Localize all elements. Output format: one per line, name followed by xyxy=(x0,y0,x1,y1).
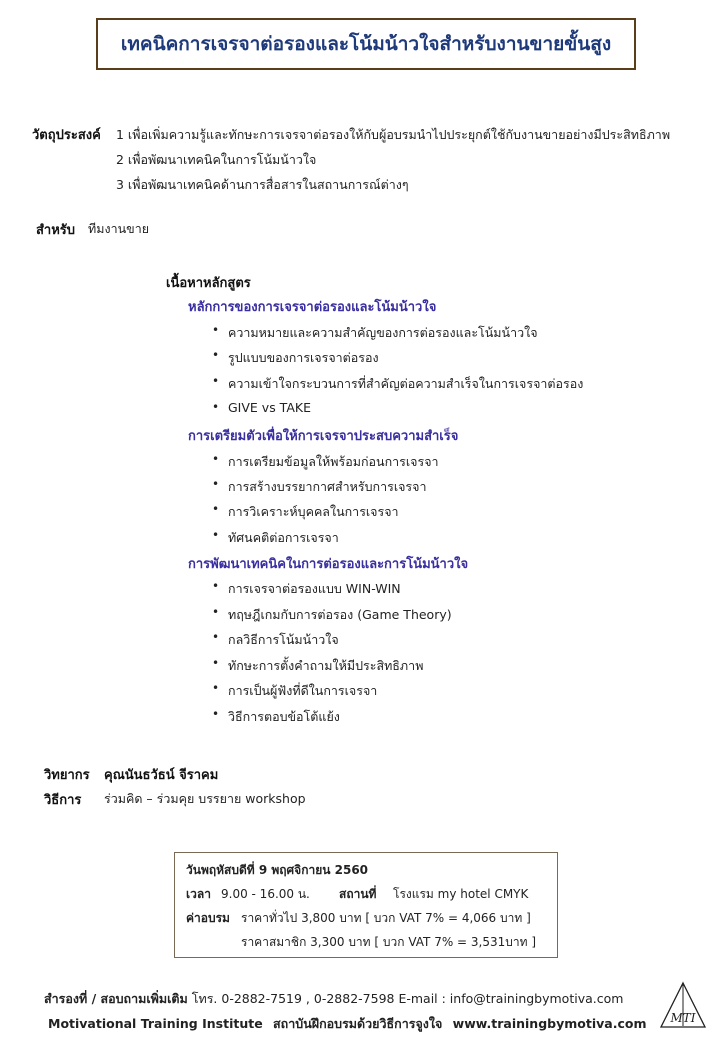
org-name-th: สถาบันฝึกอบรมด้วยวิธีการจูงใจ xyxy=(273,1016,443,1031)
list-item: • วิธีการตอบข้อโต้แย้ง xyxy=(228,707,340,727)
content-heading: เนื้อหาหลักสูตร xyxy=(166,276,251,291)
speaker-value: คุณนันธวัธน์ จีราคม xyxy=(104,768,219,783)
venue-value: โรงแรม my hotel CMYK xyxy=(393,887,529,901)
objective-item: 3 เพื่อพัฒนาเทคนิคด้านการสื่อสารในสถานการณ์ต่างๆ xyxy=(116,177,409,192)
method-label: วิธีการ xyxy=(44,793,82,808)
title-box xyxy=(96,18,636,70)
speaker-label: วิทยากร xyxy=(44,768,90,783)
list-item: • รูปแบบของการเจรจาต่อรอง xyxy=(228,348,379,368)
list-item: • การเป็นผู้ฟังที่ดีในการเจรจา xyxy=(228,681,377,701)
org-name-en: Motivational Training Institute xyxy=(48,1016,263,1031)
organization-line xyxy=(48,1014,646,1034)
logo-text: MTI xyxy=(670,1011,696,1025)
section-title: การเตรียมตัวเพื่อให้การเจรจาประสบความสำเร็จ xyxy=(188,429,459,444)
fee-general: ราคาทั่วไป 3,800 บาท [ บวก VAT 7% = 4,066 บาท ] xyxy=(241,911,531,925)
contact-value: โทร. 0-2882-7519 , 0-2882-7598 E-mail : info@trainingbymotiva.com xyxy=(191,991,624,1006)
method-value: ร่วมคิด – ร่วมคุย บรรยาย workshop xyxy=(104,791,306,806)
list-item: • ทัศนคติต่อการเจรจา xyxy=(228,528,339,548)
list-item: • การสร้างบรรยากาศสำหรับการเจรจา xyxy=(228,477,427,497)
objective-item: 2 เพื่อพัฒนาเทคนิคในการโน้มน้าวใจ xyxy=(116,152,317,167)
audience-value: ทีมงานขาย xyxy=(88,221,150,236)
list-item: • GIVE vs TAKE xyxy=(228,400,311,415)
page-title: เทคนิคการเจรจาต่อรองและโน้มน้าวใจสำหรับงานขายขั้นสูง xyxy=(120,33,612,55)
event-info-box xyxy=(174,852,558,958)
list-item: • ทักษะการตั้งคำถามให้มีประสิทธิภาพ xyxy=(228,656,423,676)
section-title: การพัฒนาเทคนิคในการต่อรองและการโน้มน้าวใจ xyxy=(188,557,469,572)
list-item: • ความเข้าใจกระบวนการที่สำคัญต่อความสำเร็จในการเจรจาต่อรอง xyxy=(228,374,583,394)
fee-label: ค่าอบรม xyxy=(186,911,230,925)
list-item: • ทฤษฎีเกมกับการต่อรอง (Game Theory) xyxy=(228,605,452,625)
contact-line xyxy=(44,989,623,1009)
section-title: หลักการของการเจรจาต่อรองและโน้มน้าวใจ xyxy=(188,300,437,315)
time-value: 9.00 - 16.00 น. xyxy=(221,887,310,901)
objectives-label: วัตถุประสงค์ xyxy=(32,128,101,143)
event-date: วันพฤหัสบดีที่ 9 พฤศจิกายน 2560 xyxy=(186,863,369,877)
objective-item: 1 เพื่อเพิ่มความรู้และทักษะการเจรจาต่อรองให้กับผู้อบรมนำไปประยุกต์ใช้กับงานขายอย่างมีประสิทธิภาพ xyxy=(116,127,671,142)
list-item: • การเจรจาต่อรองแบบ WIN-WIN xyxy=(228,579,401,599)
fee-member: ราคาสมาชิก 3,300 บาท [ บวก VAT 7% = 3,531บาท ] xyxy=(241,935,537,949)
venue-label: สถานที่ xyxy=(339,887,377,901)
time-label: เวลา xyxy=(186,887,211,901)
list-item: • การวิเคราะห์บุคคลในการเจรจา xyxy=(228,502,399,522)
list-item: • การเตรียมข้อมูลให้พร้อมก่อนการเจรจา xyxy=(228,452,439,472)
list-item: • ความหมายและความสำคัญของการต่อรองและโน้มน้าวใจ xyxy=(228,323,538,343)
list-item: • กลวิธีการโน้มน้าวใจ xyxy=(228,630,339,650)
mti-logo-icon xyxy=(658,980,708,1030)
audience-label: สำหรับ xyxy=(36,223,76,238)
website-link[interactable]: www.trainingbymotiva.com xyxy=(452,1016,647,1031)
contact-label: สำรองที่ / สอบถามเพิ่มเติม xyxy=(44,991,188,1006)
